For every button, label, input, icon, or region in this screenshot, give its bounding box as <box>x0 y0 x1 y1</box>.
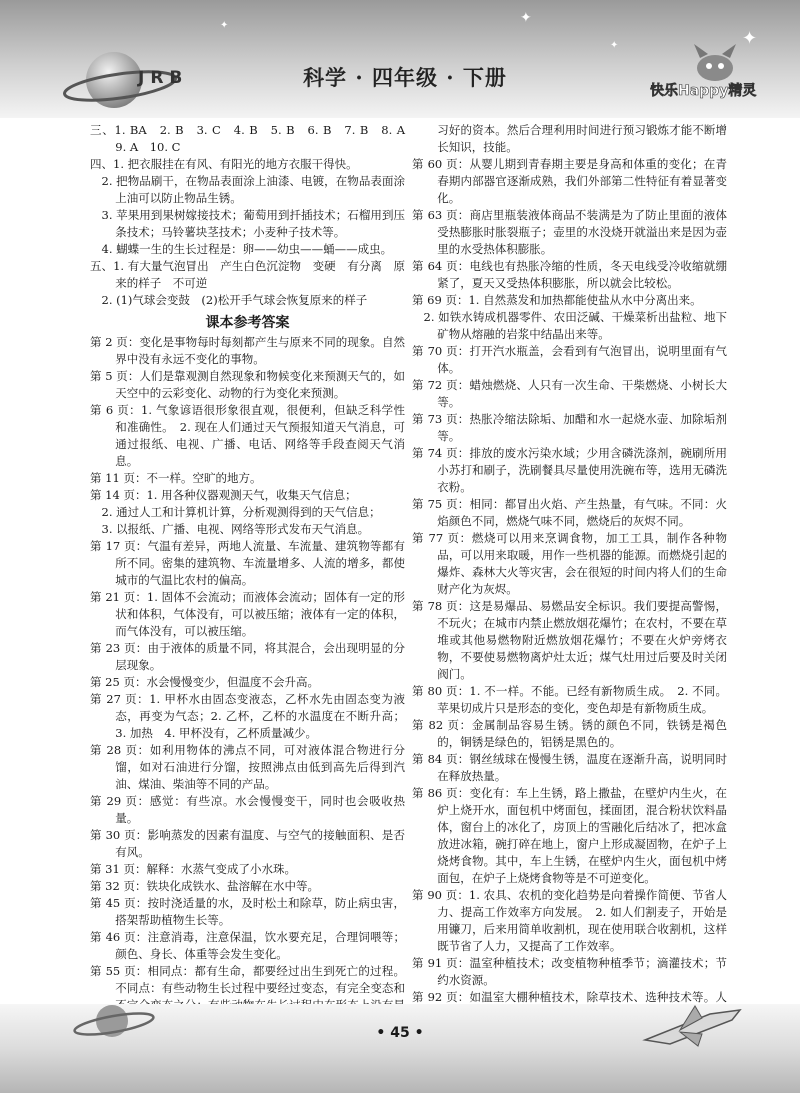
answer-line: 第 70 页：打开汽水瓶盖，会看到有气泡冒出，说明里面有气体。 <box>412 344 727 375</box>
answer-line: 第 92 页：如温室大棚种植技术，除草技术、选种技术等。人 <box>412 990 727 1004</box>
answer-line: 习好的资本。然后合理利用时间进行预习锻炼才能不断增长知识，技能。 <box>437 123 727 154</box>
star-icon: ✦ <box>742 28 758 49</box>
star-icon: ✦ <box>520 10 532 26</box>
space-shuttle-icon <box>640 1000 750 1050</box>
answer-line: 2. 通过人工和计算机计算，分析观测得到的天气信息； <box>101 505 381 519</box>
answer-line: 第 27 页：1. 甲杯水由固态变液态，乙杯水先由固态变为液态，再变为气态；2. 乙杯，乙杯的水温度在不断升高；3. 加热 4. 甲杯没有，乙杯质量减少。 <box>90 692 405 740</box>
answer-line: 第 21 页：1. 固体不会流动；而液体会流动；固体有一定的形状和体积，气体没有，可以被压缩；液体有一定的体积，而气体没有，可以被压缩。 <box>90 590 405 638</box>
answer-line: 第 74 页：排放的废水污染水域；少用含磷洗涤剂，碗刷所用小苏打和刷子，洗刷餐具尽量使用洗碗布等，选用无磷洗衣粉。 <box>412 446 727 494</box>
star-icon: ✦ <box>610 40 619 51</box>
answer-line: 2. (1)气球会变鼓 (2)松开手气球会恢复原来的样子 <box>101 293 368 307</box>
logo <box>650 50 760 102</box>
answer-line: 第 5 页：人们是靠观测自然现象和物候变化来预测天气的，如天空中的云彩变化、动物的行为变化来预测。 <box>90 369 405 400</box>
answer-line: 第 80 页：1. 不一样。不能。已经有新物质生成。 2. 不同。苹果切成片只是形态的变化，变色却是有新物质生成。 <box>412 684 727 715</box>
answer-line: 第 45 页：按时浇适量的水，及时松土和除草，防止病虫害，搭架帮助植物生长等。 <box>90 896 405 927</box>
answer-line: 3. 以报纸、广播、电视、网络等形式发布天气消息。 <box>101 522 370 536</box>
answer-line: 第 30 页：影响蒸发的因素有温度、与空气的接触面积、是否有风。 <box>90 828 405 859</box>
star-icon: ✦ <box>220 20 229 31</box>
answer-line: 第 78 页：这是易爆品、易燃品安全标识。我们要提高警惕，不玩火；在城市内禁止燃放烟花爆竹；在农村，不要在草堆或其他易燃物附近燃放烟花爆竹；不要在火炉旁烤衣物，不要使易燃物离炉灶太近；煤气灶用过后要及时关闭阀门。 <box>412 599 727 681</box>
answer-line: 第 63 页：商店里瓶装液体商品不装满是为了防止里面的液体受热膨胀时胀裂瓶子；壶里的水没烧开就溢出来是因为壶里的水受热体积膨胀。 <box>412 208 727 256</box>
answer-line: 第 46 页：注意消毒，注意保温，饮水要充足，合理饲喂等；颜色、身长、体重等会发生变化。 <box>90 930 405 961</box>
answer-line: 第 28 页：如利用物体的沸点不同，可对液体混合物进行分馏，如对石油进行分馏，按照沸点由低到高先后得到汽油、煤油、柴油等不同的产品。 <box>90 743 405 791</box>
answer-line: 第 2 页：变化是事物每时每刻都产生与原来不同的现象。自然界中没有永远不变化的事物。 <box>90 335 405 366</box>
answer-line: 第 25 页：水会慢慢变少，但温度不会升高。 <box>90 675 319 689</box>
answer-line: 第 23 页：由于液体的质量不同，将其混合，会出现明显的分层现象。 <box>90 641 405 672</box>
answer-line: 3. 苹果用到果树嫁接技术；葡萄用到扦插技术；石榴用到压条技术；马铃薯块茎技术；小麦种子技术等。 <box>101 208 405 239</box>
section-title: 课本参考答案 <box>205 315 290 331</box>
answer-line: 第 75 页：相同：都冒出火焰、产生热量，有气味。不同：火焰颜色不同，燃烧气味不同，燃烧后的灰烬不同。 <box>412 497 727 528</box>
left-column <box>90 122 417 1048</box>
answer-line: 第 82 页：金属制品容易生锈。锈的颜色不同，铁锈是褐色的，铜锈是绿色的，铝锈是黑色的。 <box>412 718 727 749</box>
right-column <box>412 122 727 1040</box>
answer-line: 第 32 页：铁块化成铁水、盐溶解在水中等。 <box>90 879 319 893</box>
answer-line: 第 77 页：燃烧可以用来烹调食物，加工工具，制作各种物品，可以用来取暖，用作一些机器的能源。而燃烧引起的爆炸、森林大火等灾害，会在很短的时间内将人们的生命财产化为灰烬。 <box>412 531 727 596</box>
planet-icon <box>70 995 160 1045</box>
answer-line: 第 14 页：1. 用各种仪器观测天气，收集天气信息； <box>90 488 357 502</box>
answer-line: 第 29 页：感觉：有些凉。水会慢慢变干，同时也会吸收热量。 <box>90 794 405 825</box>
answer-line: 第 91 页：温室种植技术；改变植物种植季节；滴灌技术；节约水资源。 <box>412 956 727 987</box>
answer-line: 第 73 页：热胀冷缩法除垢、加醋和水一起烧水壶、加除垢剂等。 <box>412 412 727 443</box>
page-number: • 45 • <box>376 1025 424 1041</box>
answer-line: 2. 如铁水铸成机器零件、农田泛碱、干燥菜析出盐粒、地下矿物从熔融的岩浆中结晶出来等。 <box>423 310 727 341</box>
answer-line: 第 90 页：1. 农具、农机的变化趋势是向着操作简便、节省人力、提高工作效率方向发展。 2. 如人们割麦子，开始是用镰刀，后来用简单收割机，现在使用联合收割机，这样既节省了人力，又提高了工作效率。 <box>412 888 727 953</box>
answer-line: 第 55 页：相同点：都有生命，都要经过出生到死亡的过程。不同点：有些动物生长过程中要经过变态，有完全变态和 <box>90 964 405 995</box>
answer-line: 第 6 页：1. 气象谚语很形象很直观，很便利，但缺乏科学性和准确性。 2. 现在人们通过天气预报知道天气消息，可通过报纸、电视、广播、电话、网络等手段查阅天气消息。 <box>90 403 405 468</box>
answer-line: 第 86 页：变化有：车上生锈，路上撒盐，在壁炉内生火，在炉上烧开水，面包机中烤面包，揉面团，混合粉状饮料晶体，窗台上的冰化了，房顶上的雪融化后结冰了，把冰盒放进冰箱，碗打碎在地上，窗户上形成凝固物，在炉子上烧烤食物。其中，车上生锈，在壁炉内生火，面包机中烤面包，在炉子上烧烤食物等是不可逆变化。 <box>412 786 727 885</box>
answer-line: 三、1. BA 2. B 3. C 4. B 5. B 6. B 7. B 8. A 9. A 10. C <box>90 123 417 154</box>
answer-line: 第 60 页：从婴儿期到青春期主要是身高和体重的变化；在青春期内部器官逐渐成熟，我们外部第二性特征有着显著变化。 <box>412 157 727 205</box>
answer-line: 四、1. 把衣服挂在有风、有阳光的地方衣服干得快。 <box>90 157 358 171</box>
answer-line: 第 31 页：解释：水蒸气变成了小水珠。 <box>90 862 296 876</box>
logo-text: 快乐Happy精灵 <box>650 83 757 99</box>
answer-line: 第 64 页：电线也有热胀冷缩的性质，冬天电线受冷收缩就绷紧了，夏天又受热体积膨胀，所以就会比较松。 <box>412 259 727 290</box>
answer-line: 4. 蝴蝶一生的生长过程是：卵——幼虫——蛹——成虫。 <box>101 242 393 256</box>
answer-line: 第 11 页：不一样。空旷的地方。 <box>90 471 262 485</box>
answer-line: 2. 把物品刷干，在物品表面涂上油漆、电镀，在物品表面涂上油可以防止物品生锈。 <box>101 174 405 205</box>
brand-text: JRB <box>138 68 189 88</box>
answer-line: 第 84 页：钢丝绒球在慢慢生锈，温度在逐渐升高，说明同时在释放热量。 <box>412 752 727 783</box>
answer-line: 第 72 页：蜡烛燃烧、人只有一次生命、干柴燃烧、小树长大等。 <box>412 378 727 409</box>
mascot-icon <box>680 44 750 84</box>
answer-line: 五、1. 有大量气泡冒出 产生白色沉淀物 变硬 有分离 原来的样子 不可逆 <box>90 259 405 290</box>
answer-line: 第 69 页：1. 自然蒸发和加热都能使盐从水中分离出来。 <box>412 293 702 307</box>
answer-line: 第 17 页：气温有差异，两地人流量、车流量、建筑物等都有所不同。密集的建筑物、车流量增多、人流的增多，都使城市的气温比农村的偏高。 <box>90 539 405 587</box>
page-title: 科学 · 四年级 · 下册 <box>303 65 507 90</box>
